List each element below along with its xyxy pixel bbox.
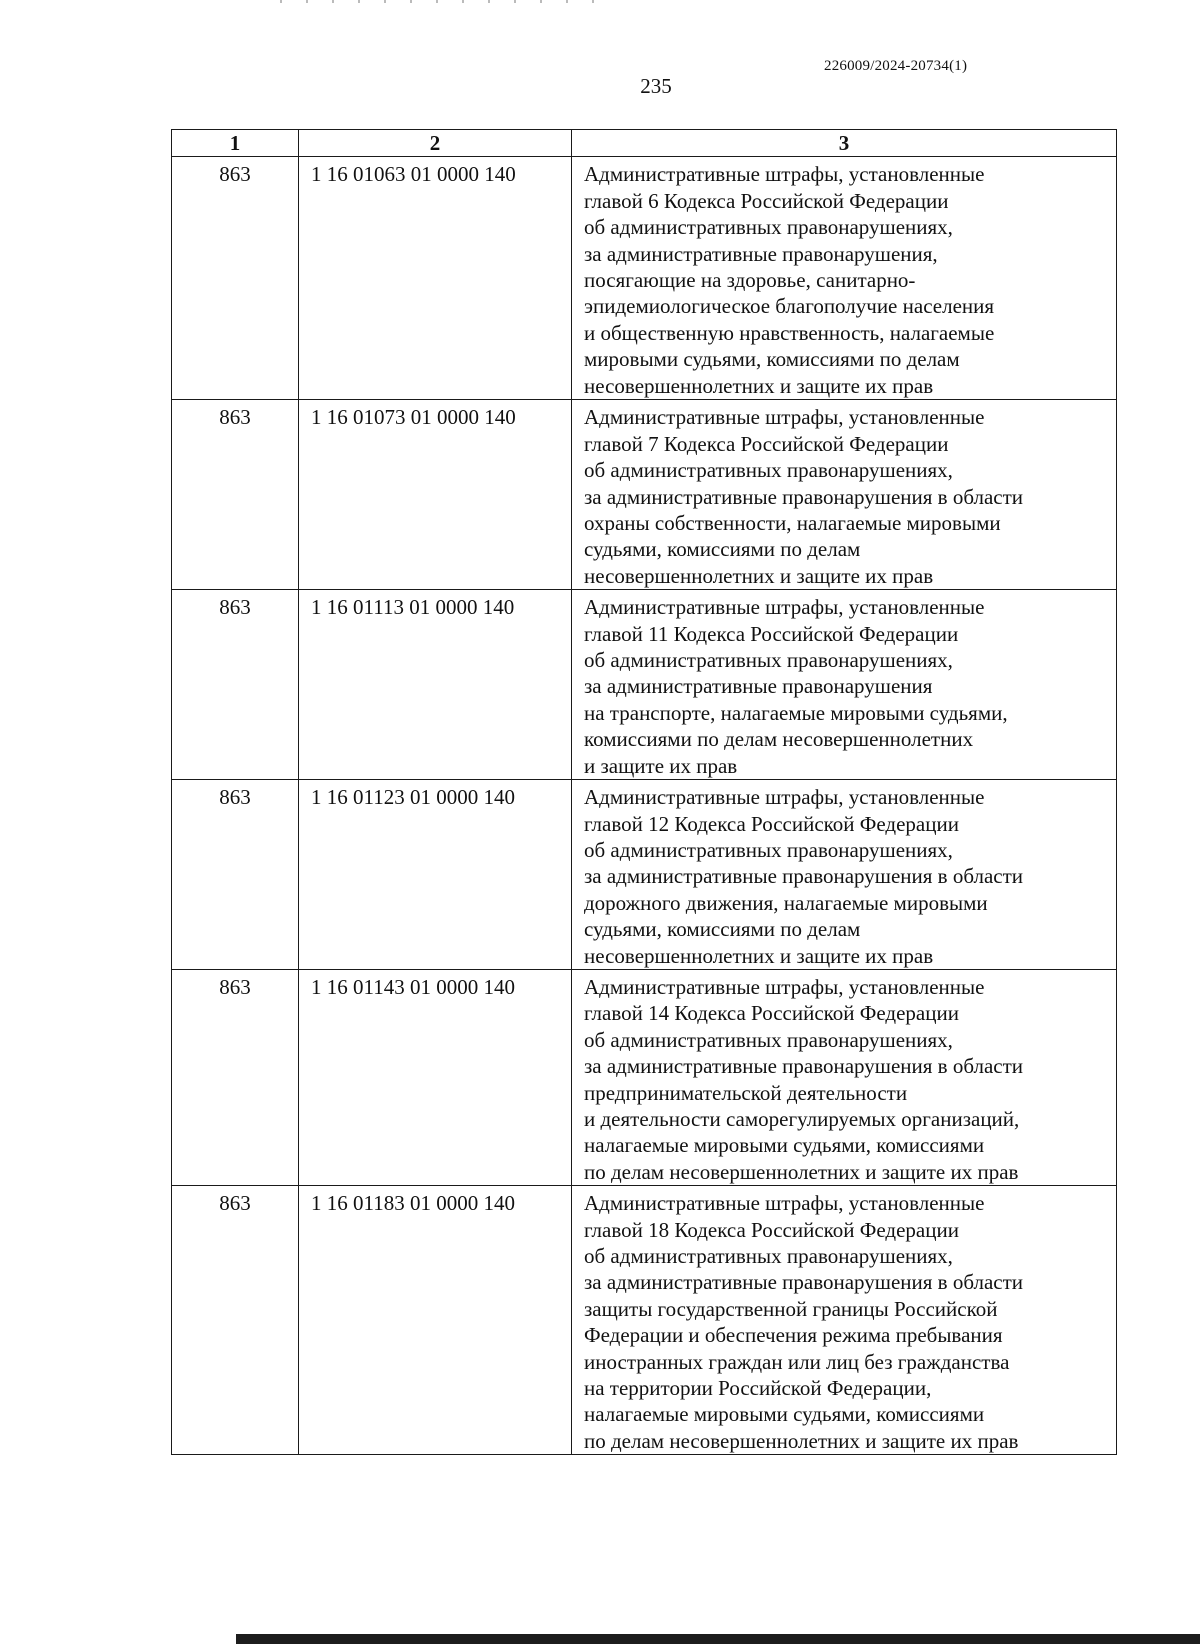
revenue-description: Административные штрафы, установленные главой 7 Кодекса Российской Федерации об административных правонарушениях, за административные правонарушения в области охраны собственности, налагаемые мировыми судьями, комиссиями по делам несовершеннолетних и защите их прав: [572, 400, 1117, 590]
table-row: [172, 1186, 1117, 1455]
revenue-description: Административные штрафы, установленные главой 6 Кодекса Российской Федерации об административных правонарушениях, за административные правонарушения, посягающие на здоровье, санитарно- эпидемиологическое благополучие населения и общественную нравственность, налагаемые мировыми судьями, комиссиями по делам несовершеннолетних и защите их прав: [572, 157, 1117, 400]
column-header-3: 3: [572, 130, 1117, 157]
revenue-description: Административные штрафы, установленные главой 18 Кодекса Российской Федерации об административных правонарушениях, за административные правонарушения в области защиты государственной границы Российской Федерации и обеспечения режима пребывания иностранных граждан или лиц без гражданства на территории Российской Федерации, налагаемые мировыми судьями, комиссиями по делам несовершеннолетних и защите их прав: [572, 1186, 1117, 1455]
admin-code: 863: [172, 1186, 299, 1455]
revenue-description: Административные штрафы, установленные главой 12 Кодекса Российской Федерации об административных правонарушениях, за административные правонарушения в области дорожного движения, налагаемые мировыми судьями, комиссиями по делам несовершеннолетних и защите их прав: [572, 780, 1117, 970]
budget-classification-code: 1 16 01073 01 0000 140: [299, 400, 572, 590]
document-id: 226009/2024-20734(1): [824, 58, 968, 74]
revenue-description: Административные штрафы, установленные главой 14 Кодекса Российской Федерации об административных правонарушениях, за административные правонарушения в области предпринимательской деятельности и деятельности саморегулируемых организаций, налагаемые мировыми судьями, комиссиями по делам несовершеннолетних и защите их прав: [572, 969, 1117, 1185]
table-row: [172, 157, 1117, 400]
table-row: [172, 590, 1117, 780]
table-header-row: [172, 130, 1117, 157]
admin-code: 863: [172, 780, 299, 970]
budget-classification-code: 1 16 01113 01 0000 140: [299, 590, 572, 780]
scan-edge-bar: [236, 1634, 1200, 1644]
budget-classification-code: 1 16 01123 01 0000 140: [299, 780, 572, 970]
admin-code: 863: [172, 400, 299, 590]
page-number: 235: [640, 74, 672, 98]
budget-classification-code: 1 16 01063 01 0000 140: [299, 157, 572, 400]
income-codes-table: [171, 129, 1117, 1455]
budget-classification-code: 1 16 01143 01 0000 140: [299, 969, 572, 1185]
table-row: [172, 400, 1117, 590]
column-header-2: 2: [299, 130, 572, 157]
revenue-description: Административные штрафы, установленные главой 11 Кодекса Российской Федерации об административных правонарушениях, за административные правонарушения на транспорте, налагаемые мировыми судьями, комиссиями по делам несовершеннолетних и защите их прав: [572, 590, 1117, 780]
admin-code: 863: [172, 590, 299, 780]
table-row: [172, 780, 1117, 970]
admin-code: 863: [172, 969, 299, 1185]
table-row: [172, 969, 1117, 1185]
admin-code: 863: [172, 157, 299, 400]
budget-classification-code: 1 16 01183 01 0000 140: [299, 1186, 572, 1455]
column-header-1: 1: [172, 130, 299, 157]
scan-specks: [280, 0, 600, 3]
